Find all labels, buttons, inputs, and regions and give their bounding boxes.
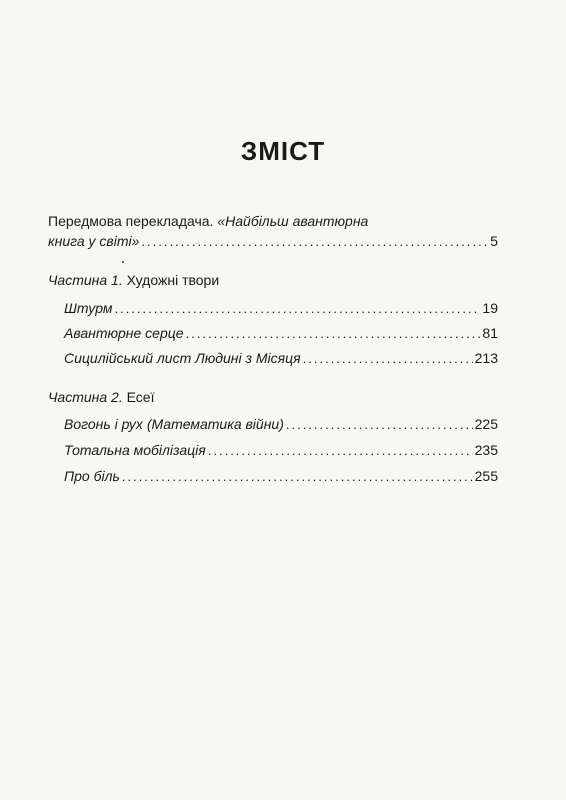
page-number: 235 <box>474 442 498 458</box>
page-title: ЗМІСТ <box>240 136 326 166</box>
dot-leader <box>141 233 488 251</box>
entry-title: Вогонь і рух (Математика війни) <box>64 416 284 432</box>
part-1-title: Художні твори <box>122 272 220 288</box>
preface-subtitle-part2: книга у світі» <box>48 233 140 249</box>
dot-leader <box>208 442 473 460</box>
page-number: 81 <box>482 325 498 341</box>
preface-line-1 <box>48 212 368 230</box>
page-number: 5 <box>490 233 498 249</box>
dot-leader <box>186 325 481 343</box>
part-2-title: Есеї <box>122 389 155 405</box>
part-2-number: Частина 2. <box>48 389 123 405</box>
entry-title: Штурм <box>64 300 113 316</box>
page-number: 19 <box>482 300 498 316</box>
toc-entry[interactable] <box>64 467 498 485</box>
dot-leader <box>114 300 480 318</box>
dot-leader <box>122 468 473 486</box>
page-number: 225 <box>474 416 498 432</box>
part-1-heading <box>48 271 219 289</box>
preface-entry[interactable] <box>48 232 498 250</box>
preface-label: Передмова перекладача. <box>48 213 218 229</box>
page-number: 255 <box>474 468 498 484</box>
part-2-heading <box>48 388 154 406</box>
entry-title: Про біль <box>64 468 120 484</box>
page-number: 213 <box>474 350 498 366</box>
toc-entry[interactable] <box>64 324 498 342</box>
toc-entry[interactable] <box>64 441 498 459</box>
dot-leader <box>303 350 473 368</box>
entry-title: Сицилійський лист Людині з Місяця <box>64 350 301 366</box>
part-1-number: Частина 1. <box>48 272 123 288</box>
toc-entry[interactable] <box>64 415 498 433</box>
entry-title: Тотальна мобілізація <box>64 442 206 458</box>
toc-entry[interactable] <box>64 299 498 317</box>
print-speck <box>122 261 124 263</box>
dot-leader <box>286 416 473 434</box>
toc-entry[interactable] <box>64 349 498 367</box>
preface-subtitle-part1: «Найбільш авантюрна <box>217 213 369 229</box>
entry-title: Авантюрне серце <box>64 325 184 341</box>
